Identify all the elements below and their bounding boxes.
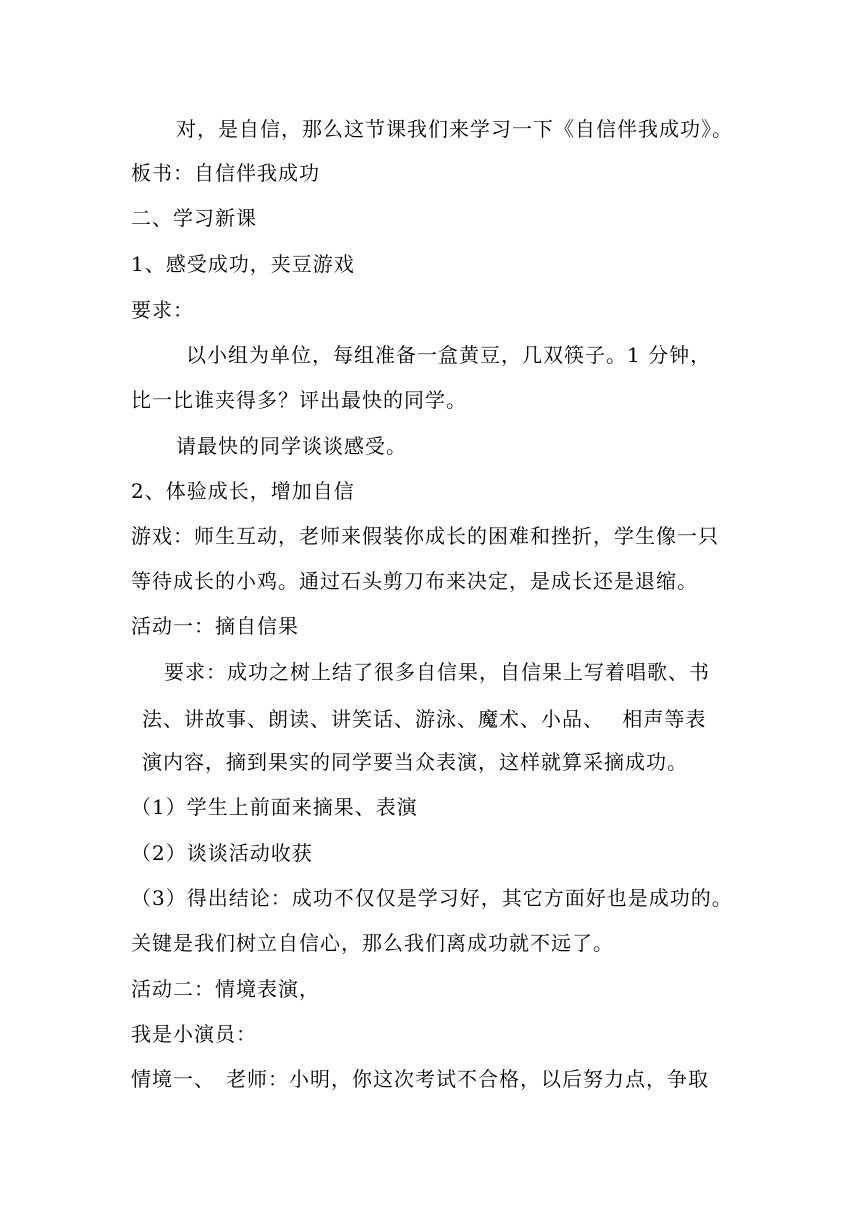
feedback-line: 请最快的同学谈谈感受。 bbox=[176, 434, 407, 458]
blackboard-title-line: 板书：自信伴我成功 bbox=[131, 161, 320, 185]
game-description-line: 游戏：师生互动，老师来假装你成长的困难和挫折，学生像一只 bbox=[131, 524, 719, 548]
activity-one-rule-line: 演内容，摘到果实的同学要当众表演，这样就算采摘成功。 bbox=[142, 750, 688, 774]
game-rule-line: 比一比谁夹得多？评出最快的同学。 bbox=[131, 388, 467, 412]
activity-two-heading: 活动二：情境表演， bbox=[131, 977, 320, 1001]
section-heading: 二、学习新课 bbox=[131, 206, 257, 230]
game-rule-line: 以小组为单位，每组准备一盒黄豆，几双筷子。1 分钟， bbox=[186, 343, 712, 367]
subsection-heading-2: 2、体验成长，增加自信 bbox=[131, 479, 355, 503]
intro-line: 对，是自信，那么这节课我们来学习一下《自信伴我成功》。 bbox=[176, 117, 733, 141]
activity-one-rule-line: 法、讲故事、朗读、讲笑话、游泳、魔术、小品、 相声等表 bbox=[142, 707, 707, 731]
activity-step-line: （1）学生上前面来摘果、表演 bbox=[131, 795, 418, 819]
subsection-heading-1: 1、感受成功，夹豆游戏 bbox=[131, 252, 355, 276]
scenario-line: 情境一、 老师：小明，你这次考试不合格，以后努力点，争取 bbox=[131, 1067, 709, 1091]
activity-one-heading: 活动一：摘自信果 bbox=[131, 614, 299, 638]
activity-step-line: （2）谈谈活动收获 bbox=[131, 841, 313, 865]
actor-label: 我是小演员： bbox=[131, 1022, 257, 1046]
activity-one-rule-line: 要求：成功之树上结了很多自信果，自信果上写着唱歌、书 bbox=[164, 660, 710, 684]
activity-step-line: （3）得出结论：成功不仅仅是学习好，其它方面好也是成功的。 bbox=[131, 886, 733, 910]
conclusion-line: 关键是我们树立自信心，那么我们离成功就不远了。 bbox=[131, 931, 614, 955]
requirement-label: 要求： bbox=[131, 298, 194, 322]
game-description-line: 等待成长的小鸡。通过石头剪刀布来决定，是成长还是退缩。 bbox=[131, 569, 698, 593]
